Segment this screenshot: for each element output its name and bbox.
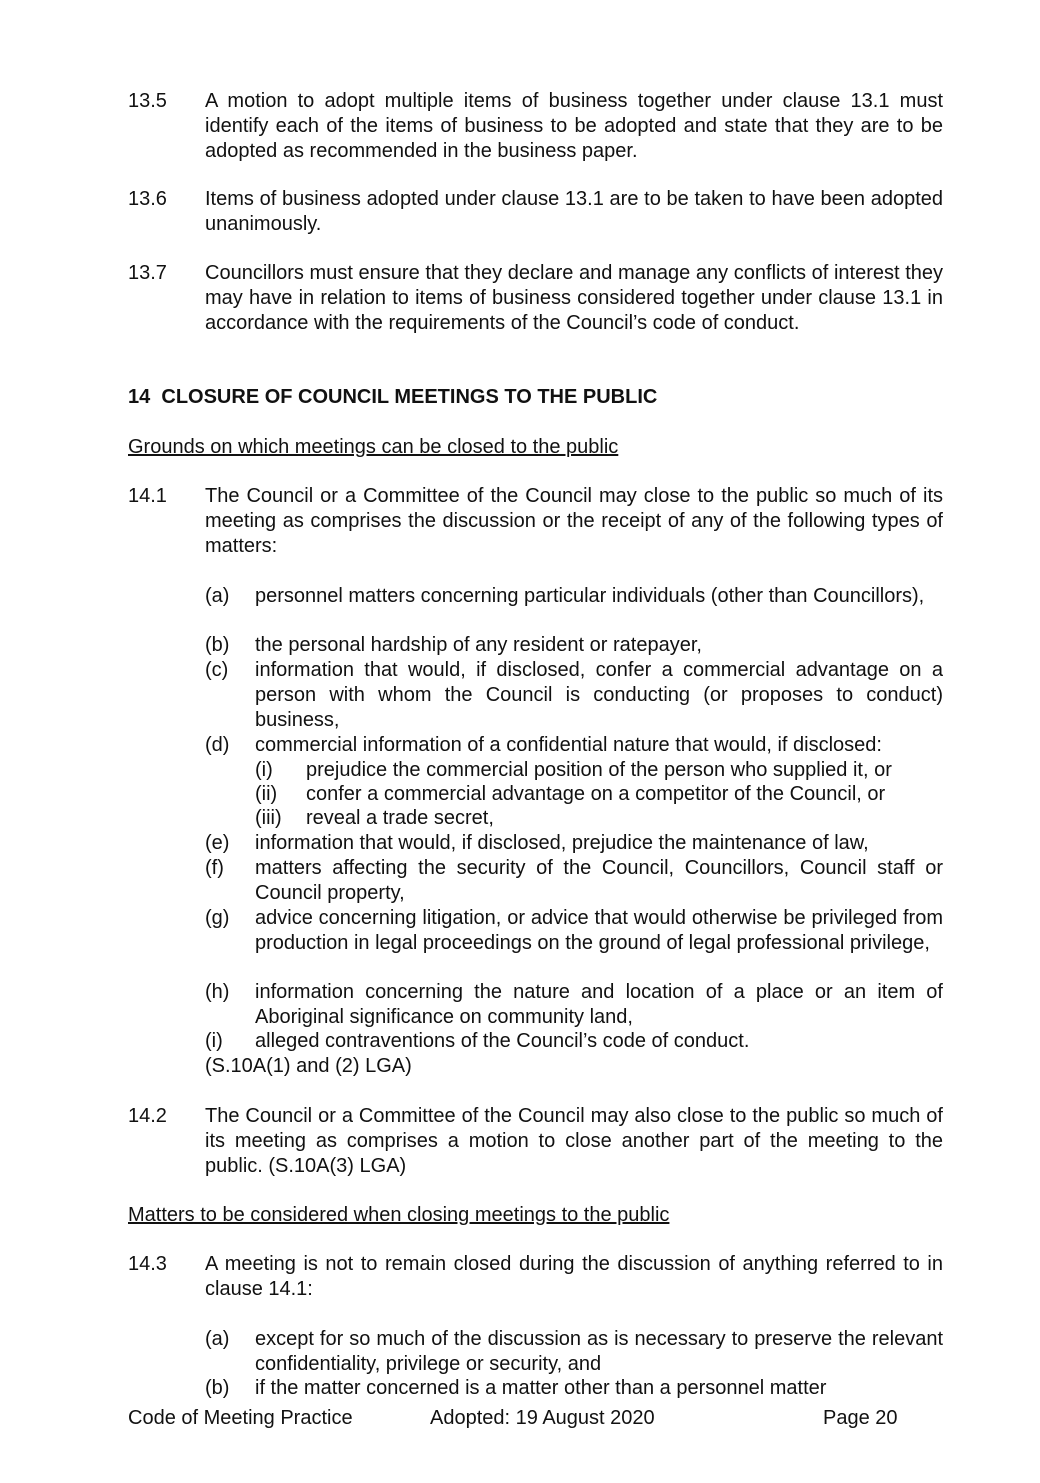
list-item: commercial information of a confidential nature that would, if disclosed:	[255, 734, 882, 756]
list-item-label: (a)	[205, 585, 230, 607]
list-item: matters affecting the security of the Council, Councillors, Council staff or Council property,	[255, 857, 943, 904]
sub-item: reveal a trade secret,	[306, 807, 494, 829]
clause-number: 13.5	[128, 90, 167, 112]
list-item-label: (f)	[205, 857, 224, 879]
section-heading	[128, 385, 657, 410]
subheading: Grounds on which meetings can be closed to the public	[128, 436, 619, 458]
list-item-label: (c)	[205, 659, 229, 681]
clause-number: 14.3	[128, 1253, 167, 1275]
list-item-label: (b)	[205, 1377, 230, 1399]
sub-item-label: (iii)	[255, 807, 282, 829]
clause-text: A motion to adopt multiple items of business together under clause 13.1 must identify each of the items of business to be adopted and state that they are to be adopted as recommended in the business paper.	[205, 90, 943, 162]
list-item-label: (a)	[205, 1328, 230, 1350]
section-number: 14	[128, 386, 151, 408]
list-item-label: (b)	[205, 634, 230, 656]
sub-item-label: (i)	[255, 759, 273, 781]
clause-number: 13.6	[128, 188, 167, 210]
clause-text: The Council or a Committee of the Council may close to the public so much of its meeting as comprises the discussion or the receipt of any of the following types of matters:	[205, 485, 943, 557]
clause-number: 14.1	[128, 485, 167, 507]
list-item: information that would, if disclosed, confer a commercial advantage on a person with whom the Council is conducting (or proposes to conduct) business,	[255, 659, 943, 731]
footer-page-number: Page 20	[823, 1407, 898, 1429]
sub-item: prejudice the commercial position of the person who supplied it, or	[306, 759, 892, 781]
footer-doc-title: Code of Meeting Practice	[128, 1407, 353, 1429]
list-item: except for so much of the discussion as is necessary to preserve the relevant confidentiality, privilege or security, and	[255, 1328, 943, 1375]
clause-text: Councillors must ensure that they declare and manage any conflicts of interest they may have in relation to items of business considered together under clause 13.1 in accordance with the requirements of the Council’s code of conduct.	[205, 262, 943, 334]
list-item: if the matter concerned is a matter other than a personnel matter	[255, 1377, 827, 1399]
clause-text: The Council or a Committee of the Council may also close to the public so much of its meeting as comprises a motion to close another part of the meeting to the public. (S.10A(3) LGA)	[205, 1105, 943, 1177]
sub-item-label: (ii)	[255, 783, 278, 805]
clause-number: 14.2	[128, 1105, 167, 1127]
list-item: personnel matters concerning particular individuals (other than Councillors),	[255, 585, 925, 607]
list-item-label: (e)	[205, 832, 230, 854]
list-item-label: (g)	[205, 907, 230, 929]
list-item: alleged contraventions of the Council’s code of conduct.	[255, 1030, 750, 1052]
footer-adopted-date: Adopted: 19 August 2020	[430, 1407, 655, 1429]
list-item: the personal hardship of any resident or ratepayer,	[255, 634, 702, 656]
list-item-label: (i)	[205, 1030, 223, 1052]
clause-text: Items of business adopted under clause 13.1 are to be taken to have been adopted unanimously.	[205, 188, 943, 235]
legal-reference: (S.10A(1) and (2) LGA)	[205, 1055, 412, 1077]
list-item: information that would, if disclosed, prejudice the maintenance of law,	[255, 832, 869, 854]
clause-text: A meeting is not to remain closed during the discussion of anything referred to in clause 14.1:	[205, 1253, 943, 1300]
section-title: CLOSURE OF COUNCIL MEETINGS TO THE PUBLIC	[161, 386, 658, 408]
list-item: advice concerning litigation, or advice that would otherwise be privileged from production in legal proceedings on the ground of legal professional privilege,	[255, 907, 943, 954]
list-item-label: (h)	[205, 981, 230, 1003]
clause-number: 13.7	[128, 262, 167, 284]
sub-item: confer a commercial advantage on a competitor of the Council, or	[306, 783, 886, 805]
list-item-label: (d)	[205, 734, 230, 756]
list-item: information concerning the nature and location of a place or an item of Aboriginal significance on community land,	[255, 981, 943, 1028]
subheading: Matters to be considered when closing meetings to the public	[128, 1204, 670, 1226]
